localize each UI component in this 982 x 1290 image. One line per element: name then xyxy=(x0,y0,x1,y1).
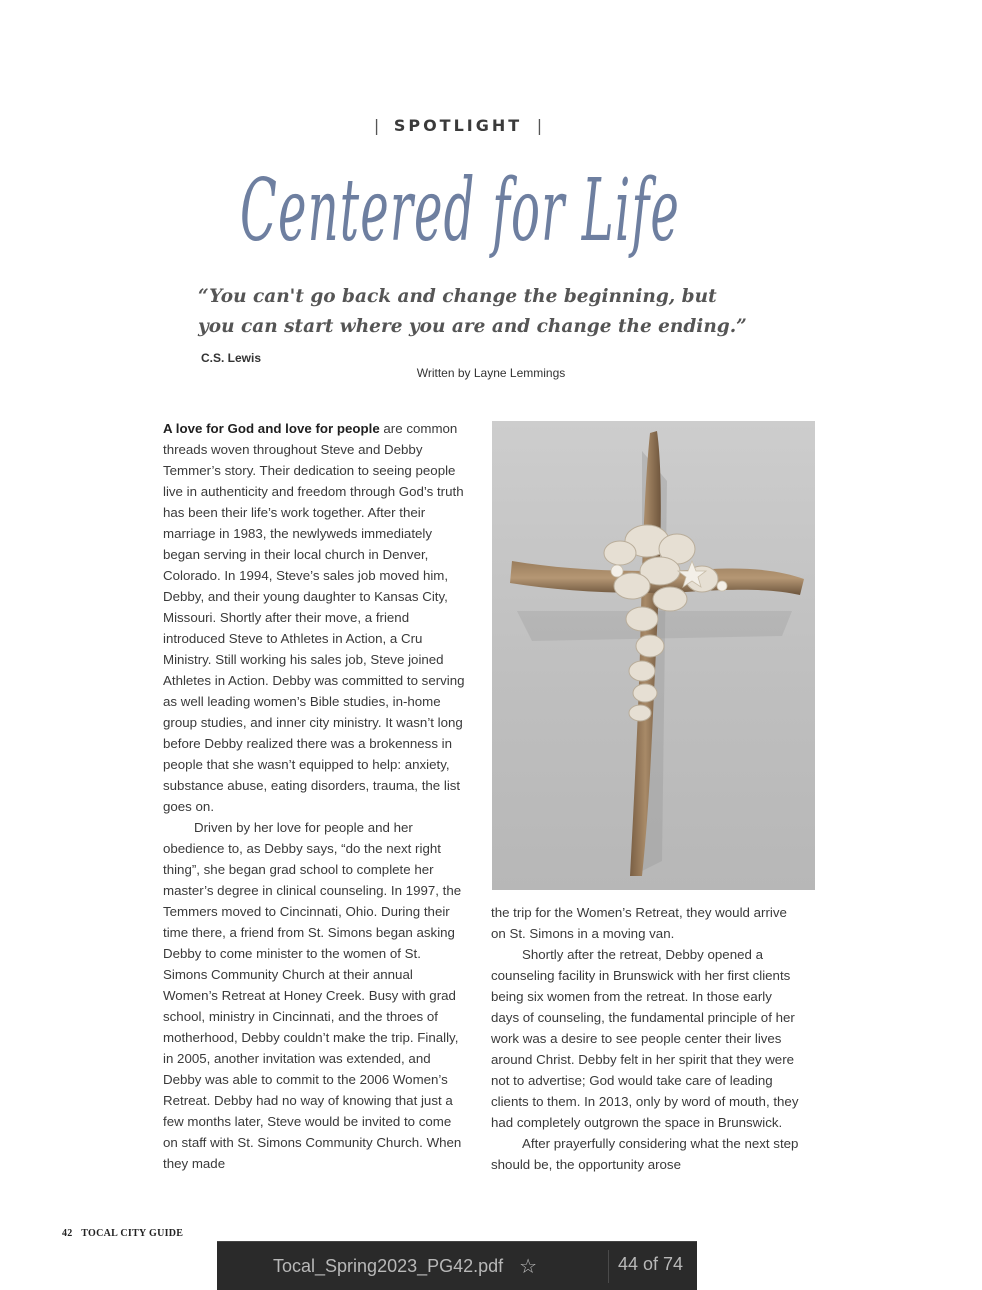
driftwood-cross-photo xyxy=(492,421,815,890)
lead-in: A love for God and love for people xyxy=(163,421,380,436)
file-name: Tocal_Spring2023_PG42.pdf xyxy=(273,1255,504,1276)
paragraph-1 xyxy=(163,418,467,817)
star-outline-icon[interactable]: ☆ xyxy=(519,1255,538,1278)
page-footer xyxy=(62,1228,183,1239)
article-title xyxy=(230,148,690,270)
paragraph-1-text: are common threads woven throughout Steve and Debby Temmer’s story. Their dedication to seeing people live in authenticity and freedom through God’s truth has been their life’s work together. After their marriage in 1983, the newlyweds immediately began serving in their local church in Denver, Colorado. In 1994, Steve’s sales job moved him, Debby, and their young daughter to Kansas City, Missouri. Shortly after their move, a friend introduced Steve to Athletes in Action, a Cru Ministry. Still working his sales job, Steve joined Athletes in Action. Debby was committed to serving as well leading women’s Bible studies, in-home group studies, and inner city ministry. It wasn’t long before Debby realized there was a brokenness in people that she wasn’t equipped to help: anxiety, substance abuse, eating disorders, trauma, the list goes on. xyxy=(163,421,465,814)
paragraph-2-continued: the trip for the Women’s Retreat, they would arrive on St. Simons in a moving van. xyxy=(491,905,787,941)
page-indicator[interactable]: 44 of 74 xyxy=(618,1254,684,1274)
pull-quote xyxy=(198,282,758,373)
article-column-left xyxy=(163,418,467,1174)
paragraph-4: After prayerfully considering what the next step should be, the opportunity arose xyxy=(491,1136,799,1172)
kicker-label: SPOTLIGHT xyxy=(393,116,523,135)
quote-attribution: C.S. Lewis xyxy=(201,351,262,365)
title-script-graphic xyxy=(230,148,690,270)
paragraph-2: Driven by her love for people and her obedience to, as Debby says, “do the next right thing”, she began grad school to complete her master’s degree in clinical counseling. In 1997, the Temmers moved to Cincinnati, Ohio. During their time there, a friend from St. Simons began asking Debby to come minister to the women of St. Simons Community Church at their annual Women’s Retreat at Honey Creek. Busy with grad school, ministry in Cincinnati, and the throes of motherhood, Debby couldn’t make the trip. Finally, in 2005, another invitation was extended, and Debby was able to commit to the 2006 Women’s Retreat. Debby had no way of knowing that just a few months later, Steve would be invited to come on staff with St. Simons Community Church. When they made xyxy=(163,820,462,1171)
pdf-viewer-toolbar xyxy=(217,1241,697,1290)
publication-name: TOCAL CITY GUIDE xyxy=(81,1228,184,1239)
cross-illustration xyxy=(492,421,815,890)
quote-text: “You can't go back and change the beginning, but you can start where you are and change the ending.” xyxy=(198,286,747,337)
kicker-bar-right: | xyxy=(536,116,543,135)
article-column-right xyxy=(491,902,803,1175)
toolbar-divider xyxy=(608,1250,609,1283)
title-text: Centered for Life xyxy=(240,161,680,261)
byline: Written by Layne Lemmings xyxy=(416,366,566,380)
paragraph-3: Shortly after the retreat, Debby opened a counseling facility in Brunswick with her first clients being six women from the retreat. In those early days of counseling, the fundamental principle of her work was a desire to see people center their lives around Christ. Debby felt in her spirit that they were not to advertise; God would take care of leading clients to them. In 2013, only by word of mouth, they had completely outgrown the space in Brunswick. xyxy=(491,947,799,1130)
kicker-bar-left: | xyxy=(373,116,380,135)
section-kicker xyxy=(0,116,916,135)
page-number: 42 xyxy=(62,1228,73,1239)
